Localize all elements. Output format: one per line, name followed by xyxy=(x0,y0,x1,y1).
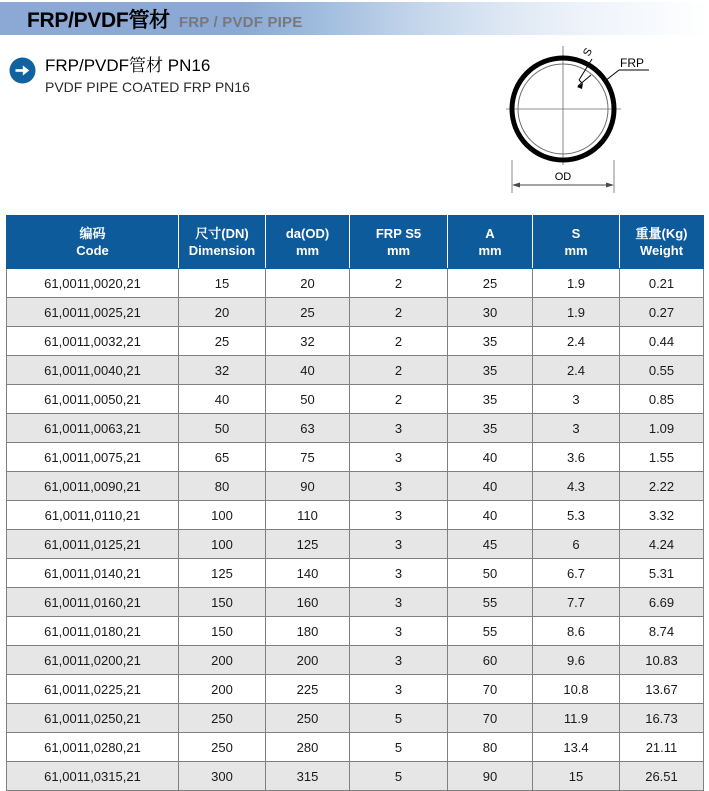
cell-weight: 0.27 xyxy=(620,298,704,327)
table-row xyxy=(7,443,704,472)
cell-code: 61,0011,0315,21 xyxy=(7,762,179,791)
cell-weight: 3.32 xyxy=(620,501,704,530)
cell-weight: 0.55 xyxy=(620,356,704,385)
table-row xyxy=(7,733,704,762)
cell-weight: 26.51 xyxy=(620,762,704,791)
cell-frp-s5: 3 xyxy=(350,646,448,675)
cell-weight: 1.09 xyxy=(620,414,704,443)
banner-title-group xyxy=(0,4,302,34)
table-row xyxy=(7,385,704,414)
cell-dimension: 25 xyxy=(179,327,266,356)
cell-dimension: 300 xyxy=(179,762,266,791)
cell-a: 60 xyxy=(448,646,533,675)
cell-code: 61,0011,0032,21 xyxy=(7,327,179,356)
table-row xyxy=(7,588,704,617)
cell-s: 11.9 xyxy=(533,704,620,733)
cell-da-od: 63 xyxy=(266,414,350,443)
cell-code: 61,0011,0110,21 xyxy=(7,501,179,530)
table-row xyxy=(7,530,704,559)
cell-da-od: 160 xyxy=(266,588,350,617)
cell-frp-s5: 3 xyxy=(350,501,448,530)
cell-da-od: 25 xyxy=(266,298,350,327)
cell-weight: 5.31 xyxy=(620,559,704,588)
table-row xyxy=(7,559,704,588)
cell-dimension: 20 xyxy=(179,298,266,327)
table-row xyxy=(7,762,704,791)
column-header-line1: da(OD) xyxy=(285,226,330,241)
cell-code: 61,0011,0040,21 xyxy=(7,356,179,385)
cell-weight: 16.73 xyxy=(620,704,704,733)
column-header-code xyxy=(7,216,179,269)
cell-weight: 21.11 xyxy=(620,733,704,762)
cell-da-od: 50 xyxy=(266,385,350,414)
cell-da-od: 90 xyxy=(266,472,350,501)
table-row xyxy=(7,327,704,356)
cell-s: 10.8 xyxy=(533,675,620,704)
cell-dimension: 125 xyxy=(179,559,266,588)
cell-a: 70 xyxy=(448,675,533,704)
cell-a: 35 xyxy=(448,414,533,443)
cell-da-od: 32 xyxy=(266,327,350,356)
cell-frp-s5: 3 xyxy=(350,588,448,617)
diagram-label-s: S xyxy=(581,46,596,59)
column-header-frp-s5 xyxy=(350,216,448,269)
table-header-row xyxy=(7,216,704,269)
cell-dimension: 80 xyxy=(179,472,266,501)
column-header-line1: 尺寸(DN) xyxy=(195,226,249,241)
cell-a: 35 xyxy=(448,385,533,414)
column-header-line2: Dimension xyxy=(188,243,256,258)
specification-table xyxy=(6,215,704,791)
cell-dimension: 150 xyxy=(179,617,266,646)
cell-weight: 0.21 xyxy=(620,269,704,298)
table-header xyxy=(7,216,704,269)
cell-code: 61,0011,0090,21 xyxy=(7,472,179,501)
page-banner xyxy=(0,2,709,35)
cell-da-od: 200 xyxy=(266,646,350,675)
cell-code: 61,0011,0075,21 xyxy=(7,443,179,472)
column-header-line2: mm xyxy=(478,243,502,258)
cell-da-od: 140 xyxy=(266,559,350,588)
column-header-line2: Code xyxy=(76,243,109,258)
cell-weight: 13.67 xyxy=(620,675,704,704)
cell-a: 30 xyxy=(448,298,533,327)
cell-frp-s5: 3 xyxy=(350,675,448,704)
column-header-s xyxy=(533,216,620,269)
cell-dimension: 200 xyxy=(179,675,266,704)
cell-a: 25 xyxy=(448,269,533,298)
cell-a: 50 xyxy=(448,559,533,588)
cell-dimension: 100 xyxy=(179,501,266,530)
cell-code: 61,0011,0200,21 xyxy=(7,646,179,675)
column-header-line2: mm xyxy=(386,243,411,258)
cell-da-od: 315 xyxy=(266,762,350,791)
cell-frp-s5: 5 xyxy=(350,704,448,733)
banner-title-chinese: FRP/PVDF管材 xyxy=(27,8,170,32)
cell-weight: 6.69 xyxy=(620,588,704,617)
cell-a: 90 xyxy=(448,762,533,791)
cell-a: 40 xyxy=(448,472,533,501)
cell-frp-s5: 5 xyxy=(350,762,448,791)
product-title: FRP/PVDF管材 PN16 xyxy=(45,56,211,75)
specification-table-container xyxy=(6,215,703,791)
product-text-group xyxy=(45,55,250,97)
table-row xyxy=(7,298,704,327)
cell-a: 80 xyxy=(448,733,533,762)
cell-da-od: 125 xyxy=(266,530,350,559)
cell-s: 7.7 xyxy=(533,588,620,617)
cell-s: 3 xyxy=(533,414,620,443)
cell-code: 61,0011,0063,21 xyxy=(7,414,179,443)
cell-da-od: 250 xyxy=(266,704,350,733)
cell-da-od: 75 xyxy=(266,443,350,472)
column-header-line1: A xyxy=(485,226,495,241)
cell-frp-s5: 2 xyxy=(350,298,448,327)
column-header-line2: Weight xyxy=(639,243,684,258)
cell-frp-s5: 3 xyxy=(350,414,448,443)
cell-dimension: 100 xyxy=(179,530,266,559)
product-subtitle: PVDF PIPE COATED FRP PN16 xyxy=(45,79,250,95)
cell-da-od: 225 xyxy=(266,675,350,704)
cell-weight: 10.83 xyxy=(620,646,704,675)
column-header-line1: 编码 xyxy=(79,226,106,241)
cell-s: 13.4 xyxy=(533,733,620,762)
column-header-line2: mm xyxy=(295,243,320,258)
cell-s: 2.4 xyxy=(533,356,620,385)
cell-s: 3.6 xyxy=(533,443,620,472)
cell-dimension: 15 xyxy=(179,269,266,298)
cell-s: 6.7 xyxy=(533,559,620,588)
cell-da-od: 20 xyxy=(266,269,350,298)
cell-s: 5.3 xyxy=(533,501,620,530)
cell-a: 55 xyxy=(448,617,533,646)
cell-dimension: 32 xyxy=(179,356,266,385)
cell-frp-s5: 2 xyxy=(350,269,448,298)
cell-code: 61,0011,0250,21 xyxy=(7,704,179,733)
cell-s: 9.6 xyxy=(533,646,620,675)
cell-s: 8.6 xyxy=(533,617,620,646)
table-row xyxy=(7,501,704,530)
cell-a: 45 xyxy=(448,530,533,559)
cell-code: 61,0011,0025,21 xyxy=(7,298,179,327)
cell-code: 61,0011,0125,21 xyxy=(7,530,179,559)
cell-frp-s5: 2 xyxy=(350,385,448,414)
cell-s: 15 xyxy=(533,762,620,791)
cell-da-od: 280 xyxy=(266,733,350,762)
cell-frp-s5: 3 xyxy=(350,617,448,646)
cell-frp-s5: 3 xyxy=(350,530,448,559)
cell-a: 40 xyxy=(448,443,533,472)
cell-dimension: 40 xyxy=(179,385,266,414)
cell-s: 1.9 xyxy=(533,298,620,327)
column-header-line2: mm xyxy=(564,243,588,258)
cell-weight: 4.24 xyxy=(620,530,704,559)
cell-da-od: 40 xyxy=(266,356,350,385)
cell-frp-s5: 2 xyxy=(350,356,448,385)
column-header-a xyxy=(448,216,533,269)
cell-dimension: 250 xyxy=(179,704,266,733)
table-row xyxy=(7,646,704,675)
cell-dimension: 65 xyxy=(179,443,266,472)
cell-s: 4.3 xyxy=(533,472,620,501)
cell-da-od: 110 xyxy=(266,501,350,530)
pipe-cross-section-diagram xyxy=(474,33,709,208)
cell-dimension: 50 xyxy=(179,414,266,443)
cell-code: 61,0011,0160,21 xyxy=(7,588,179,617)
cell-a: 35 xyxy=(448,327,533,356)
cell-frp-s5: 2 xyxy=(350,327,448,356)
cell-a: 70 xyxy=(448,704,533,733)
diagram-label-od: OD xyxy=(554,171,572,183)
table-row xyxy=(7,472,704,501)
table-body xyxy=(7,269,704,791)
cell-da-od: 180 xyxy=(266,617,350,646)
cell-s: 3 xyxy=(533,385,620,414)
cell-s: 1.9 xyxy=(533,269,620,298)
table-row xyxy=(7,356,704,385)
cell-code: 61,0011,0280,21 xyxy=(7,733,179,762)
cell-code: 61,0011,0020,21 xyxy=(7,269,179,298)
diagram-label-frp: FRP xyxy=(620,56,644,70)
cell-dimension: 200 xyxy=(179,646,266,675)
cell-s: 6 xyxy=(533,530,620,559)
cell-dimension: 250 xyxy=(179,733,266,762)
cell-frp-s5: 3 xyxy=(350,472,448,501)
cell-a: 55 xyxy=(448,588,533,617)
product-heading xyxy=(9,55,250,97)
column-header-da-od xyxy=(266,216,350,269)
table-row xyxy=(7,675,704,704)
cell-a: 40 xyxy=(448,501,533,530)
column-header-dimension xyxy=(179,216,266,269)
table-row xyxy=(7,704,704,733)
cell-frp-s5: 3 xyxy=(350,559,448,588)
cell-weight: 0.85 xyxy=(620,385,704,414)
cell-code: 61,0011,0050,21 xyxy=(7,385,179,414)
cell-frp-s5: 5 xyxy=(350,733,448,762)
cell-weight: 0.44 xyxy=(620,327,704,356)
cell-weight: 2.22 xyxy=(620,472,704,501)
cell-code: 61,0011,0225,21 xyxy=(7,675,179,704)
column-header-line1: FRP S5 xyxy=(375,226,422,241)
table-row xyxy=(7,617,704,646)
cell-frp-s5: 3 xyxy=(350,443,448,472)
table-row xyxy=(7,269,704,298)
column-header-line1: S xyxy=(571,226,581,241)
banner-title-english: FRP / PVDF PIPE xyxy=(178,13,303,31)
cell-dimension: 150 xyxy=(179,588,266,617)
cell-code: 61,0011,0180,21 xyxy=(7,617,179,646)
column-header-line1: 重量(Kg) xyxy=(635,226,688,241)
cell-weight: 1.55 xyxy=(620,443,704,472)
table-row xyxy=(7,414,704,443)
cell-weight: 8.74 xyxy=(620,617,704,646)
cell-s: 2.4 xyxy=(533,327,620,356)
column-header-weight xyxy=(620,216,704,269)
cell-a: 35 xyxy=(448,356,533,385)
arrow-right-circle-icon xyxy=(9,57,36,84)
cell-code: 61,0011,0140,21 xyxy=(7,559,179,588)
